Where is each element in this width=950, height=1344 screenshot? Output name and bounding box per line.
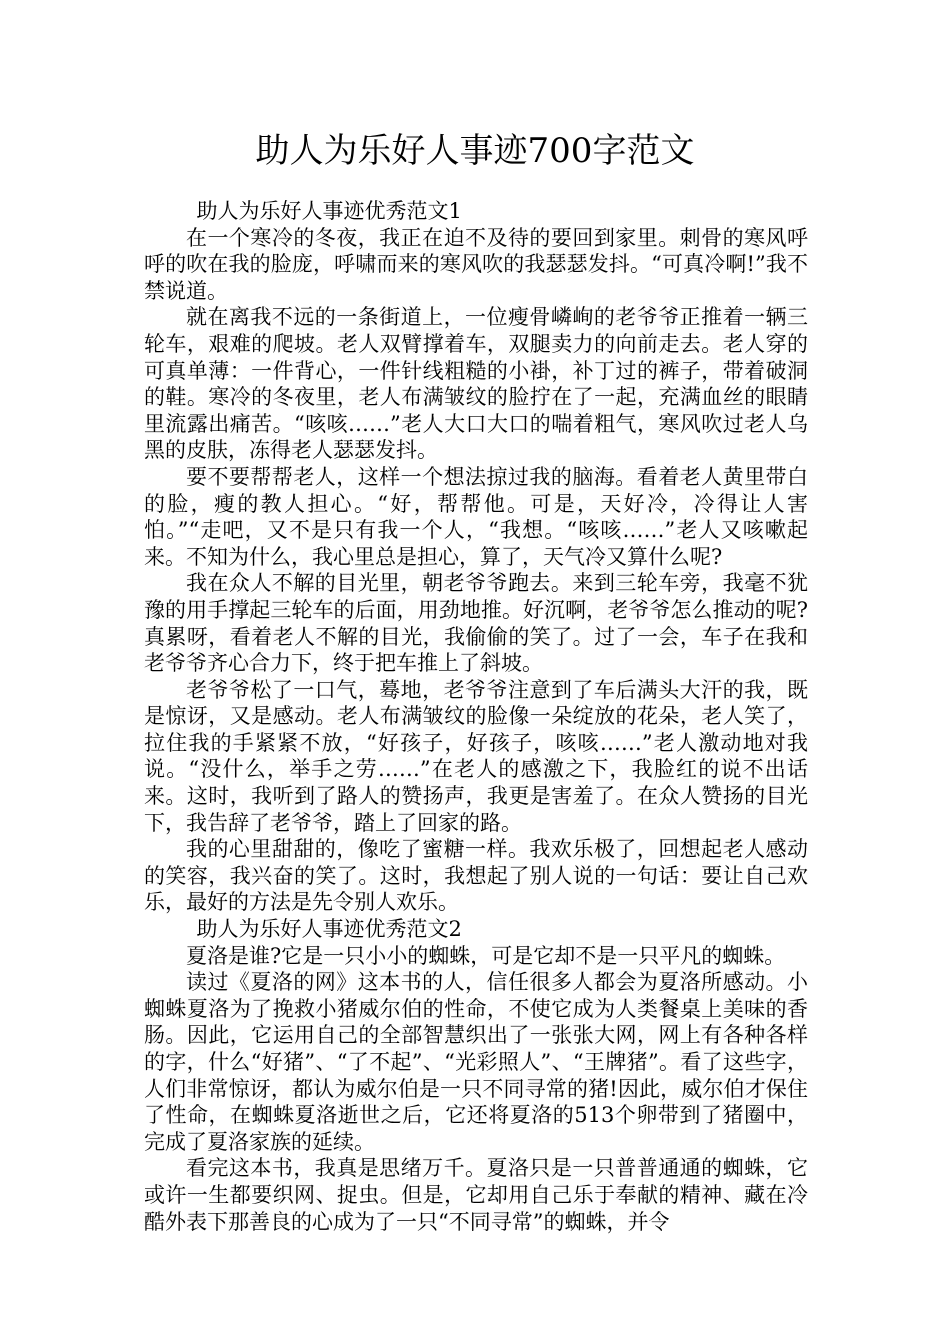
document-body [144, 198, 808, 1235]
paragraph: 夏洛是谁?它是一只小小的蜘蛛，可是它却不是一只平凡的蜘蛛。 [186, 943, 786, 968]
paragraph: 在一个寒冷的冬夜，我正在迫不及待的要回到家里。刺骨的寒风呼呼的吹在我的脸庞，呼啸而来的寒风吹的我瑟瑟发抖。“可真冷啊!”我不禁说道。 [144, 225, 808, 303]
paragraph: 就在离我不远的一条街道上，一位瘦骨嶙峋的老爷爷正推着一辆三轮车，艰难的爬坡。老人双臂撑着车，双腿卖力的向前走去。老人穿的可真单薄：一件背心，一件针线粗糙的小褂，补丁过的裤子，带着破洞的鞋。寒冷的冬夜里，老人布满皱纹的脸拧在了一起，充满血丝的眼睛里流露出痛苦。“咳咳……”老人大口大口的喘着粗气，寒风吹过老人乌黑的皮肤，冻得老人瑟瑟发抖。 [144, 305, 808, 463]
paragraph: 老爷爷松了一口气，蓦地，老爷爷注意到了车后满头大汗的我，既是惊讶，又是感动。老人布满皱纹的脸像一朵绽放的花朵，老人笑了，拉住我的手紧紧不放，“好孩子，好孩子，咳咳……”老人激动地对我说。“没什么，举手之劳……”在老人的感激之下，我脸红的说不出话来。这时，我听到了路人的赞扬声，我更是害羞了。在众人赞扬的目光下，我告辞了老爷爷，踏上了回家的路。 [144, 677, 808, 835]
paragraph: 看完这本书，我真是思绪万千。夏洛只是一只普普通通的蜘蛛，它或许一生都要织网、捉虫。但是，它却用自己乐于奉献的精神、藏在冷酷外表下那善良的心成为了一只“不同寻常”的蜘蛛，并令 [144, 1156, 808, 1234]
section-heading: 助人为乐好人事迹优秀范文1 [196, 199, 462, 223]
section-heading: 助人为乐好人事迹优秀范文2 [196, 917, 462, 942]
paragraph: 我的心里甜甜的，像吃了蜜糖一样。我欢乐极了，回想起老人感动的笑容，我兴奋的笑了。这时，我想起了别人说的一句话：要让自己欢乐，最好的方法是先令别人欢乐。 [144, 837, 808, 915]
paragraph: 读过《夏洛的网》这本书的人，信任很多人都会为夏洛所感动。小蜘蛛夏洛为了挽救小猪威尔伯的性命，不使它成为人类餐桌上美味的香肠。因此，它运用自己的全部智慧织出了一张张大网，网上有各种各样的字，什么“好猪”、“了不起”、“光彩照人”、“王牌猪”。看了这些字，人们非常惊讶，都认为威尔伯是一只不同寻常的猪!因此，威尔伯才保住了性命，在蜘蛛夏洛逝世之后，它还将夏洛的513个卵带到了猪圈中，完成了夏洛家族的延续。 [144, 970, 808, 1154]
document-title: 助人为乐好人事迹700字范文 [255, 131, 695, 171]
paragraph: 我在众人不解的目光里，朝老爷爷跑去。来到三轮车旁，我毫不犹豫的用手撑起三轮车的后面，用劲地推。好沉啊，老爷爷怎么推动的呢?真累呀，看着老人不解的目光，我偷偷的笑了。过了一会，车子在我和老爷爷齐心合力下，终于把车推上了斜坡。 [144, 571, 808, 676]
paragraph: 要不要帮帮老人，这样一个想法掠过我的脑海。看着老人黄里带白的脸，瘦的教人担心。“好，帮帮他。可是，天好冷，冷得让人害怕。”“走吧，又不是只有我一个人，“我想。“咳咳……”老人又咳嗽起来。不知为什么，我心里总是担心，算了，天气冷又算什么呢? [144, 464, 808, 569]
